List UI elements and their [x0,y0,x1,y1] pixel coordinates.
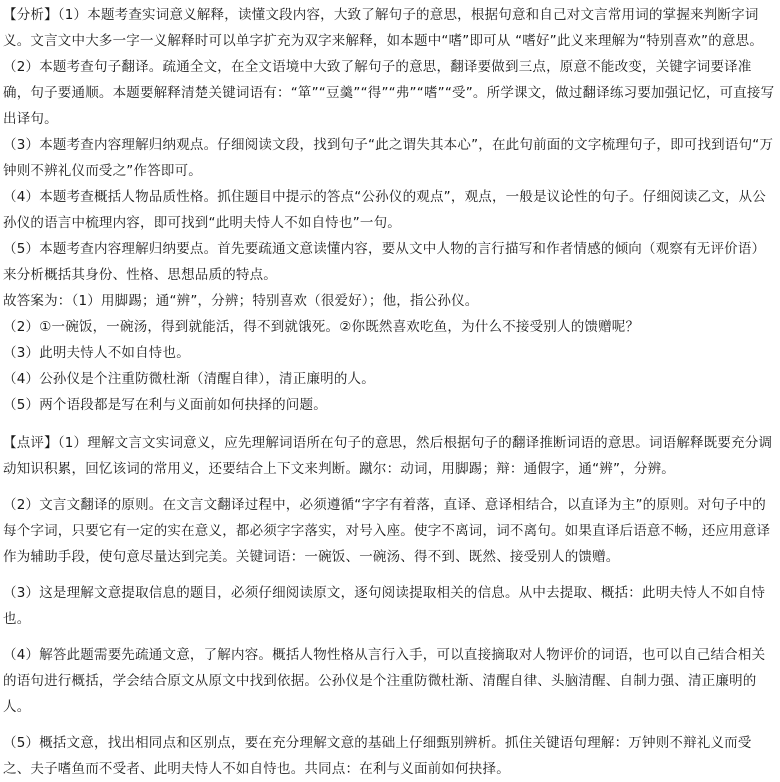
answer-line-5: （5）两个语段都是写在利与义面前如何抉择的问题。 [3,397,327,413]
comments-section [3,430,777,782]
answers-section [3,288,777,418]
analysis-paragraph-2: （2）本题考查句子翻译。疏通全文，在全文语境中大致了解句子的意思，翻译要做到三点，原意不能改变，关键字词要译准确，句子要通顺。本题要解释清楚关键词语有：“箪”“豆羹”“得”“弗”“嗜”“受”。所学课文，做过翻译练习要加强记忆，可直接写出译句。 [3,59,775,127]
comment-paragraph-4: （4）解答此题需要先疏通文意，了解内容。概括人物性格从言行入手，可以直接摘取对人物评价的词语，也可以自己结合相关的语句进行概括，学会结合原文从原文中找到依据。公孙仪是个注重防微杜渐、清醒自律、头脑清醒、自制力强、清正廉明的人。 [3,647,766,715]
analysis-paragraph-4: （4）本题考查概括人物品质性格。抓住题目中提示的答点“公孙仪的观点”，观点，一般是议论性的句子。仔细阅读乙文，从公孙仪的语言中梳理内容，即可找到“此明夫恃人不如自恃也”一句。 [3,189,766,231]
paragraph-spacer [3,570,777,580]
answer-line-3: （3）此明夫恃人不如自恃也。 [3,345,190,361]
analysis-section [3,2,777,288]
section-spacer [3,418,777,430]
comment-paragraph-5: （5）概括文意，找出相同点和区别点，要在充分理解文意的基础上仔细甄别辨析。抓住关键语句理解：万钟则不辩礼义而受之、夫子嗜鱼而不受者、此明夫恃人不如自恃也。共同点：在利与义面前如何抉择。 [3,735,752,777]
analysis-paragraph-5: （5）本题考查内容理解归纳要点。首先要疏通文意读懂内容，要从文中人物的言行描写和作者情感的倾向（观察有无评价语）来分析概括其身份、性格、思想品质的特点。 [3,241,766,283]
paragraph-spacer [3,632,777,642]
analysis-paragraph-1: 【分析】（1）本题考查实词意义解释，读懂文段内容，大致了解句子的意思，根据句意和自己对文言常用词的掌握来判断字词义。文言文中大多一字一义解释时可以单字扩充为双字来解释，如本题中“嗜”即可从 “嗜好”此义来理解为“特别喜欢”的意思。 [3,7,764,49]
answer-line-4: （4）公孙仪是个注重防微杜渐（清醒自律），清正廉明的人。 [3,371,375,387]
paragraph-spacer [3,720,777,730]
comment-paragraph-1: 【点评】（1）理解文言文实词意义，应先理解词语所在句子的意思，然后根据句子的翻译推断词语的意思。词语解释既要充分调动知识积累，回忆该词的常用义，还要结合上下文来判断。蹴尔：动词，用脚踢；辩：通假字，通“辨”，分辨。 [3,435,773,477]
comment-paragraph-3: （3）这是理解文意提取信息的题目，必须仔细阅读原文，逐句阅读提取相关的信息。从中去提取、概括：此明夫恃人不如自恃也。 [3,585,766,627]
analysis-paragraph-3: （3）本题考查内容理解归纳观点。仔细阅读文段，找到句子“此之谓失其本心”，在此句前面的文字梳理句子，即可找到语句“万钟则不辨礼仪而受之”作答即可。 [3,137,774,179]
answer-line-1: 故答案为：（1）用脚踢；通“辨”，分辨；特别喜欢（很爱好）；他，指公孙仪。 [3,293,479,309]
paragraph-spacer [3,482,777,492]
answer-line-2: （2）①一碗饭，一碗汤，得到就能活，得不到就饿死。②你既然喜欢吃鱼，为什么不接受别人的馈赠呢？ [3,319,640,335]
comment-paragraph-2: （2）文言文翻译的原则。在文言文翻译过程中，必须遵循“字字有着落，直译、意译相结合，以直译为主”的原则。对句子中的每个字词，只要它有一定的实在意义，都必须字字落实，对号入座。使字不离词，词不离句。如果直译后语意不畅，还应用意译作为辅助手段，使句意尽量达到完美。关键词语：一碗饭、一碗汤、得不到、既然、接受别人的馈赠。 [3,497,771,565]
